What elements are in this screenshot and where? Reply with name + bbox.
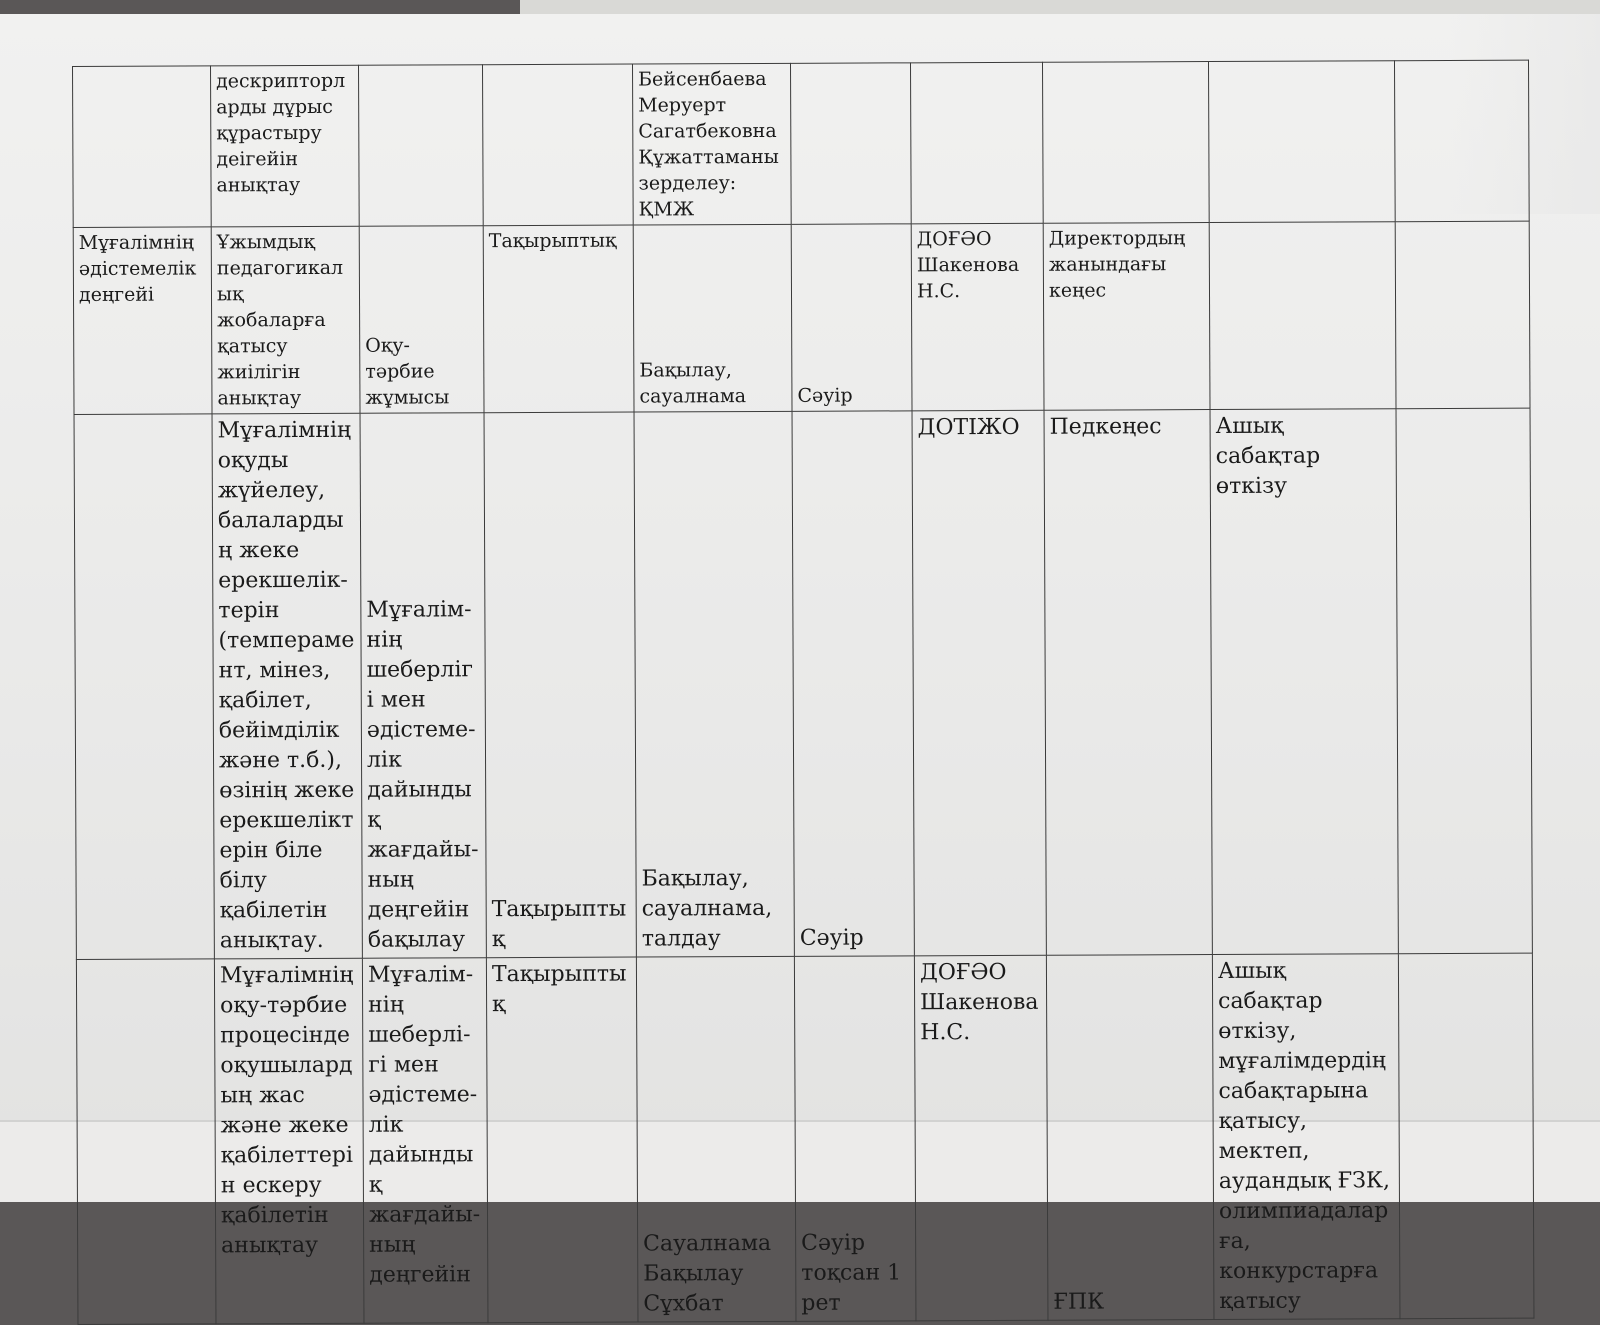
- table-row: [73, 60, 1530, 227]
- table-cell: [482, 64, 633, 226]
- table-cell: Оқу-тәрбие жұмысы: [359, 226, 484, 414]
- table-cell: Сәуір: [792, 411, 914, 957]
- table-cell: [1209, 222, 1396, 410]
- table-cell: Педкеңес: [1044, 410, 1212, 956]
- table-cell: Сауалнама Бақылау Сұхбат: [636, 956, 796, 1322]
- table-cell: [1395, 221, 1530, 409]
- table-cell: [74, 414, 214, 960]
- table-cell: Сәуір тоқсан 1 рет: [794, 956, 916, 1322]
- table-cell: Бақылау, сауалнама, талдау: [634, 411, 794, 957]
- table-cell: Тақырыптық: [483, 225, 634, 413]
- table-cell: Мұғалім-нің шеберлі-гі мен әдістеме-лік дайындық жағдайы-ның деңгейін: [362, 958, 488, 1324]
- table-cell: [1042, 62, 1209, 224]
- table-cell: ДОТІЖО: [912, 410, 1046, 956]
- table-cell: дескрипторларды дұрыс құрастыру деігейін анықтау: [211, 65, 360, 227]
- table-cell: [910, 62, 1043, 224]
- table-row: [73, 221, 1530, 414]
- table-cell: Тақырыптық: [486, 957, 638, 1323]
- table-cell: Ұжымдық педагогикалық жобаларға қатысу жиілігін анықтау: [211, 226, 360, 414]
- table-cell: [1394, 60, 1529, 222]
- table-cell: Бақылау, сауалнама: [633, 224, 792, 412]
- table-cell: ҒПК: [1046, 955, 1214, 1321]
- table-cell: Сәуір: [791, 224, 912, 412]
- table-cell: [1208, 61, 1395, 223]
- table-cell: [790, 63, 911, 225]
- table-cell: ДОҒӘО Шакенова Н.С.: [914, 955, 1048, 1321]
- table-cell: [358, 65, 483, 227]
- table-cell: [76, 959, 216, 1325]
- table-cell: Мұғалімнің оқуды жүйелеу, балалардың жеке ерекшелік-терін (темперамент, мінез, қабілет, бейімділік және т.б.), өзінің жеке ерекшеліктерін біле білу қабілетін анықтау.: [212, 413, 362, 959]
- table-cell: Тақырыптық: [484, 412, 636, 958]
- table-cell: [73, 66, 212, 228]
- table-cell: [1396, 408, 1532, 954]
- table-cell: ДОҒӘО Шакенова Н.С.: [911, 223, 1044, 411]
- table-cell: Бейсенбаева Меруерт Сагатбековна Құжаттаманы зерделеу: ҚМЖ: [632, 63, 791, 225]
- table-cell: Ашық сабақтар өткізу, мұғалімдердің сабақтарына қатысу, мектеп, аудандық ҒЗК, олимпиадаларға, конкурстарға қатысу: [1212, 954, 1400, 1320]
- table-cell: Директордың жанындағы кеңес: [1043, 223, 1210, 411]
- table-cell: Мұғалім-нің шеберлігі мен әдістеме-лік дайындық жағдайы-ның деңгейін бақылау: [360, 413, 486, 959]
- table-cell: Мұғалімнің оқу-тәрбие процесінде оқушылардың жас және жеке қабілеттерін ескеру қабілетін анықтау: [214, 958, 364, 1324]
- table-cell: [1398, 953, 1534, 1319]
- control-plan-table: [72, 60, 1534, 1325]
- table-row: [74, 408, 1532, 959]
- table-row: [76, 953, 1534, 1324]
- table-cell: Мұғалімнің әдістемелік деңгейі: [73, 227, 212, 415]
- table-cell: Ашық сабақтар өткізу: [1210, 409, 1398, 955]
